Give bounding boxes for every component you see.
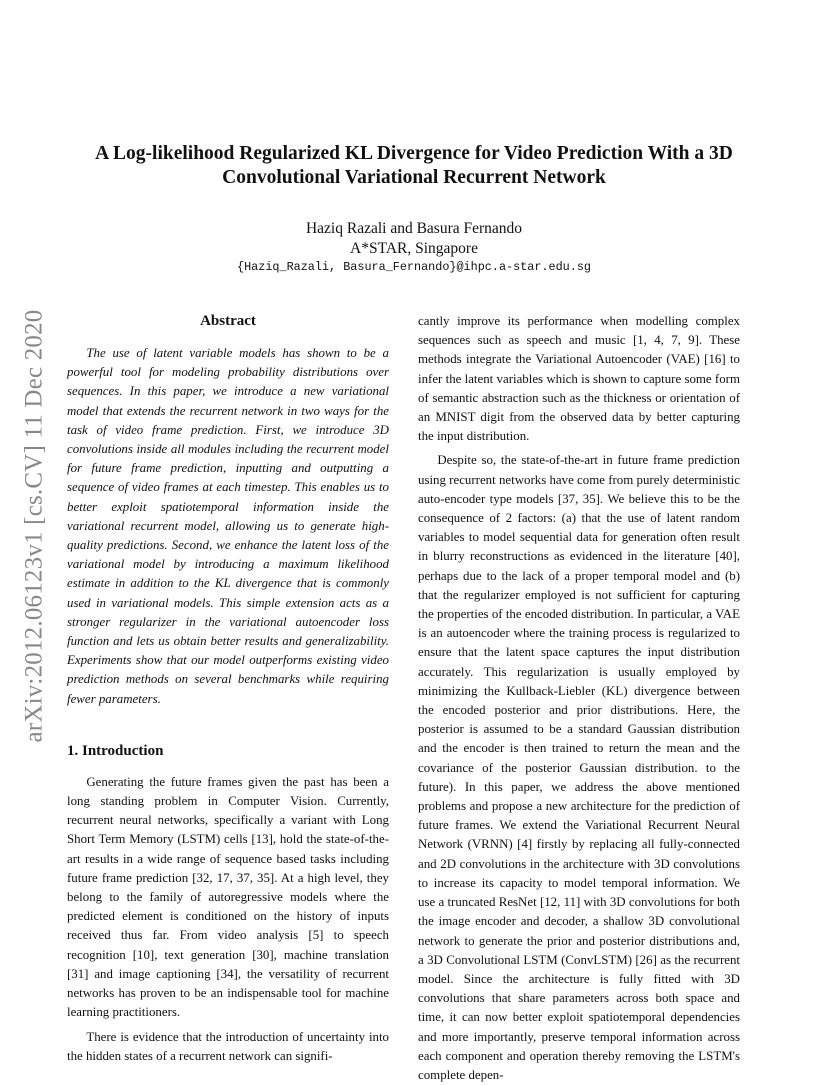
paper-title — [60, 142, 768, 190]
author-emails: {Haziq_Razali, Basura_Fernando}@ihpc.a-star.edu.sg — [237, 260, 591, 274]
author-affiliation: A*STAR, Singapore — [350, 240, 478, 257]
right-column — [418, 312, 740, 1085]
abstract-heading: Abstract — [200, 313, 256, 329]
arxiv-identifier-stamp — [16, 286, 52, 766]
arxiv-stamp-text: arXiv:2012.06123v1 [cs.CV] 11 Dec 2020 — [20, 309, 47, 743]
intro-paragraph-1: Generating the future frames given the past has been a long standing problem in Computer Vision. Currently, recurrent neural networks, specifically a variant with Long Short Term Memory (LSTM) cells [13], hold the state-of-the-art results in a wide range of sequence based tasks including future frame prediction [32, 17, 37, 35]. At a high level, they belong to the family of autoregressive models where the predicted element is conditioned on the history of inputs received thus far. From video analysis [5] to speech recognition [10], text generation [30], machine translation [31] and image captioning [34], the versatility of recurrent networks has proven to be an indispensable tool for machine learning practitioners. — [67, 774, 389, 1020]
right-paragraph-2: Despite so, the state-of-the-art in future frame prediction using recurrent networks have come from purely deterministic auto-encoder type models [37, 35]. We believe this to be the consequence of 2 factors: (a) that the use of latent random variables to model sequential data for generation often result in blurry reconstructions as evidenced in the literature [40], perhaps due to the lack of a proper temporal model and (b) that the regularizer employed is not sufficient for capturing the properties of the encoded distribution. In particular, a VAE is an autoencoder where the training process is regularized to ensure that the latent space captures the input distribution accurately. This regularization is usually employed by minimizing the Kullback-Liebler (KL) divergence between the encoded posterior and prior distributions. Here, the posterior is assumed to be a standard Gaussian distribution and the encoder is then trained to return the mean and the covariance of the posterior Gaussian distribution. to the future). In this paper, we address the above mentioned problems and propose a new architecture for the prediction of future frames. We extend the Variational Recurrent Neural Network (VRNN) [4] firstly by replacing all fully-connected and 2D convolutions in the architecture with 3D convolutions to increase its capacity to model temporal information. We use a truncated ResNet [12, 11] with 3D convolutions for both the image encoder and decoder, a shallow 3D convolutional network to generate the prior and posterior distributions and, a 3D Convolutional LSTM (ConvLSTM) [26] as the recurrent model. Since the architecture is fully fitted with 3D convolutions that share parameters across both space and time, it can now better exploit spatiotemporal dependencies and more importantly, preserve temporal information across each component and operation thereby removing the LSTM's complete depen- — [418, 453, 740, 1082]
left-column — [67, 311, 389, 1066]
title-line-2: Convolutional Variational Recurrent Network — [222, 167, 606, 188]
introduction-heading: 1. Introduction — [67, 742, 164, 759]
title-line-1: A Log-likelihood Regularized KL Divergence for Video Prediction With a 3D — [95, 143, 733, 164]
intro-paragraph-2: There is evidence that the introduction of uncertainty into the hidden states of a recurrent network can signifi- — [67, 1029, 389, 1063]
right-paragraph-1: cantly improve its performance when modelling complex sequences such as speech and music [1, 4, 7, 9]. These methods integrate the Variational Autoencoder (VAE) [16] to infer the latent variables which is shown to capture some form of semantic abstraction such as the thickness or orientation of an MNIST digit from the observed data by better capturing the input distribution. — [418, 314, 740, 444]
author-block — [60, 219, 768, 259]
abstract-text: The use of latent variable models has shown to be a powerful tool for modeling probability distributions over sequences. In this paper, we introduce a new variational model that extends the recurrent network in two ways for the task of video frame prediction. First, we introduce 3D convolutions inside all modules including the recurrent model for future frame prediction, inputting and outputting a sequence of video frames at each timestep. This enables us to better exploit spatiotemporal information inside the variational recurrent model, allowing us to generate high-quality predictions. Second, we enhance the latent loss of the variational model by introducing a maximum likelihood estimate in addition to the KL divergence that is commonly used in variational models. This simple extension acts as a stronger regularizer in the variational autoencoder loss function and lets us obtain better results and generalizability. Experiments show that our model outperforms existing video prediction methods on several benchmarks while requiring fewer parameters. — [67, 346, 389, 706]
author-names: Haziq Razali and Basura Fernando — [305, 220, 523, 237]
